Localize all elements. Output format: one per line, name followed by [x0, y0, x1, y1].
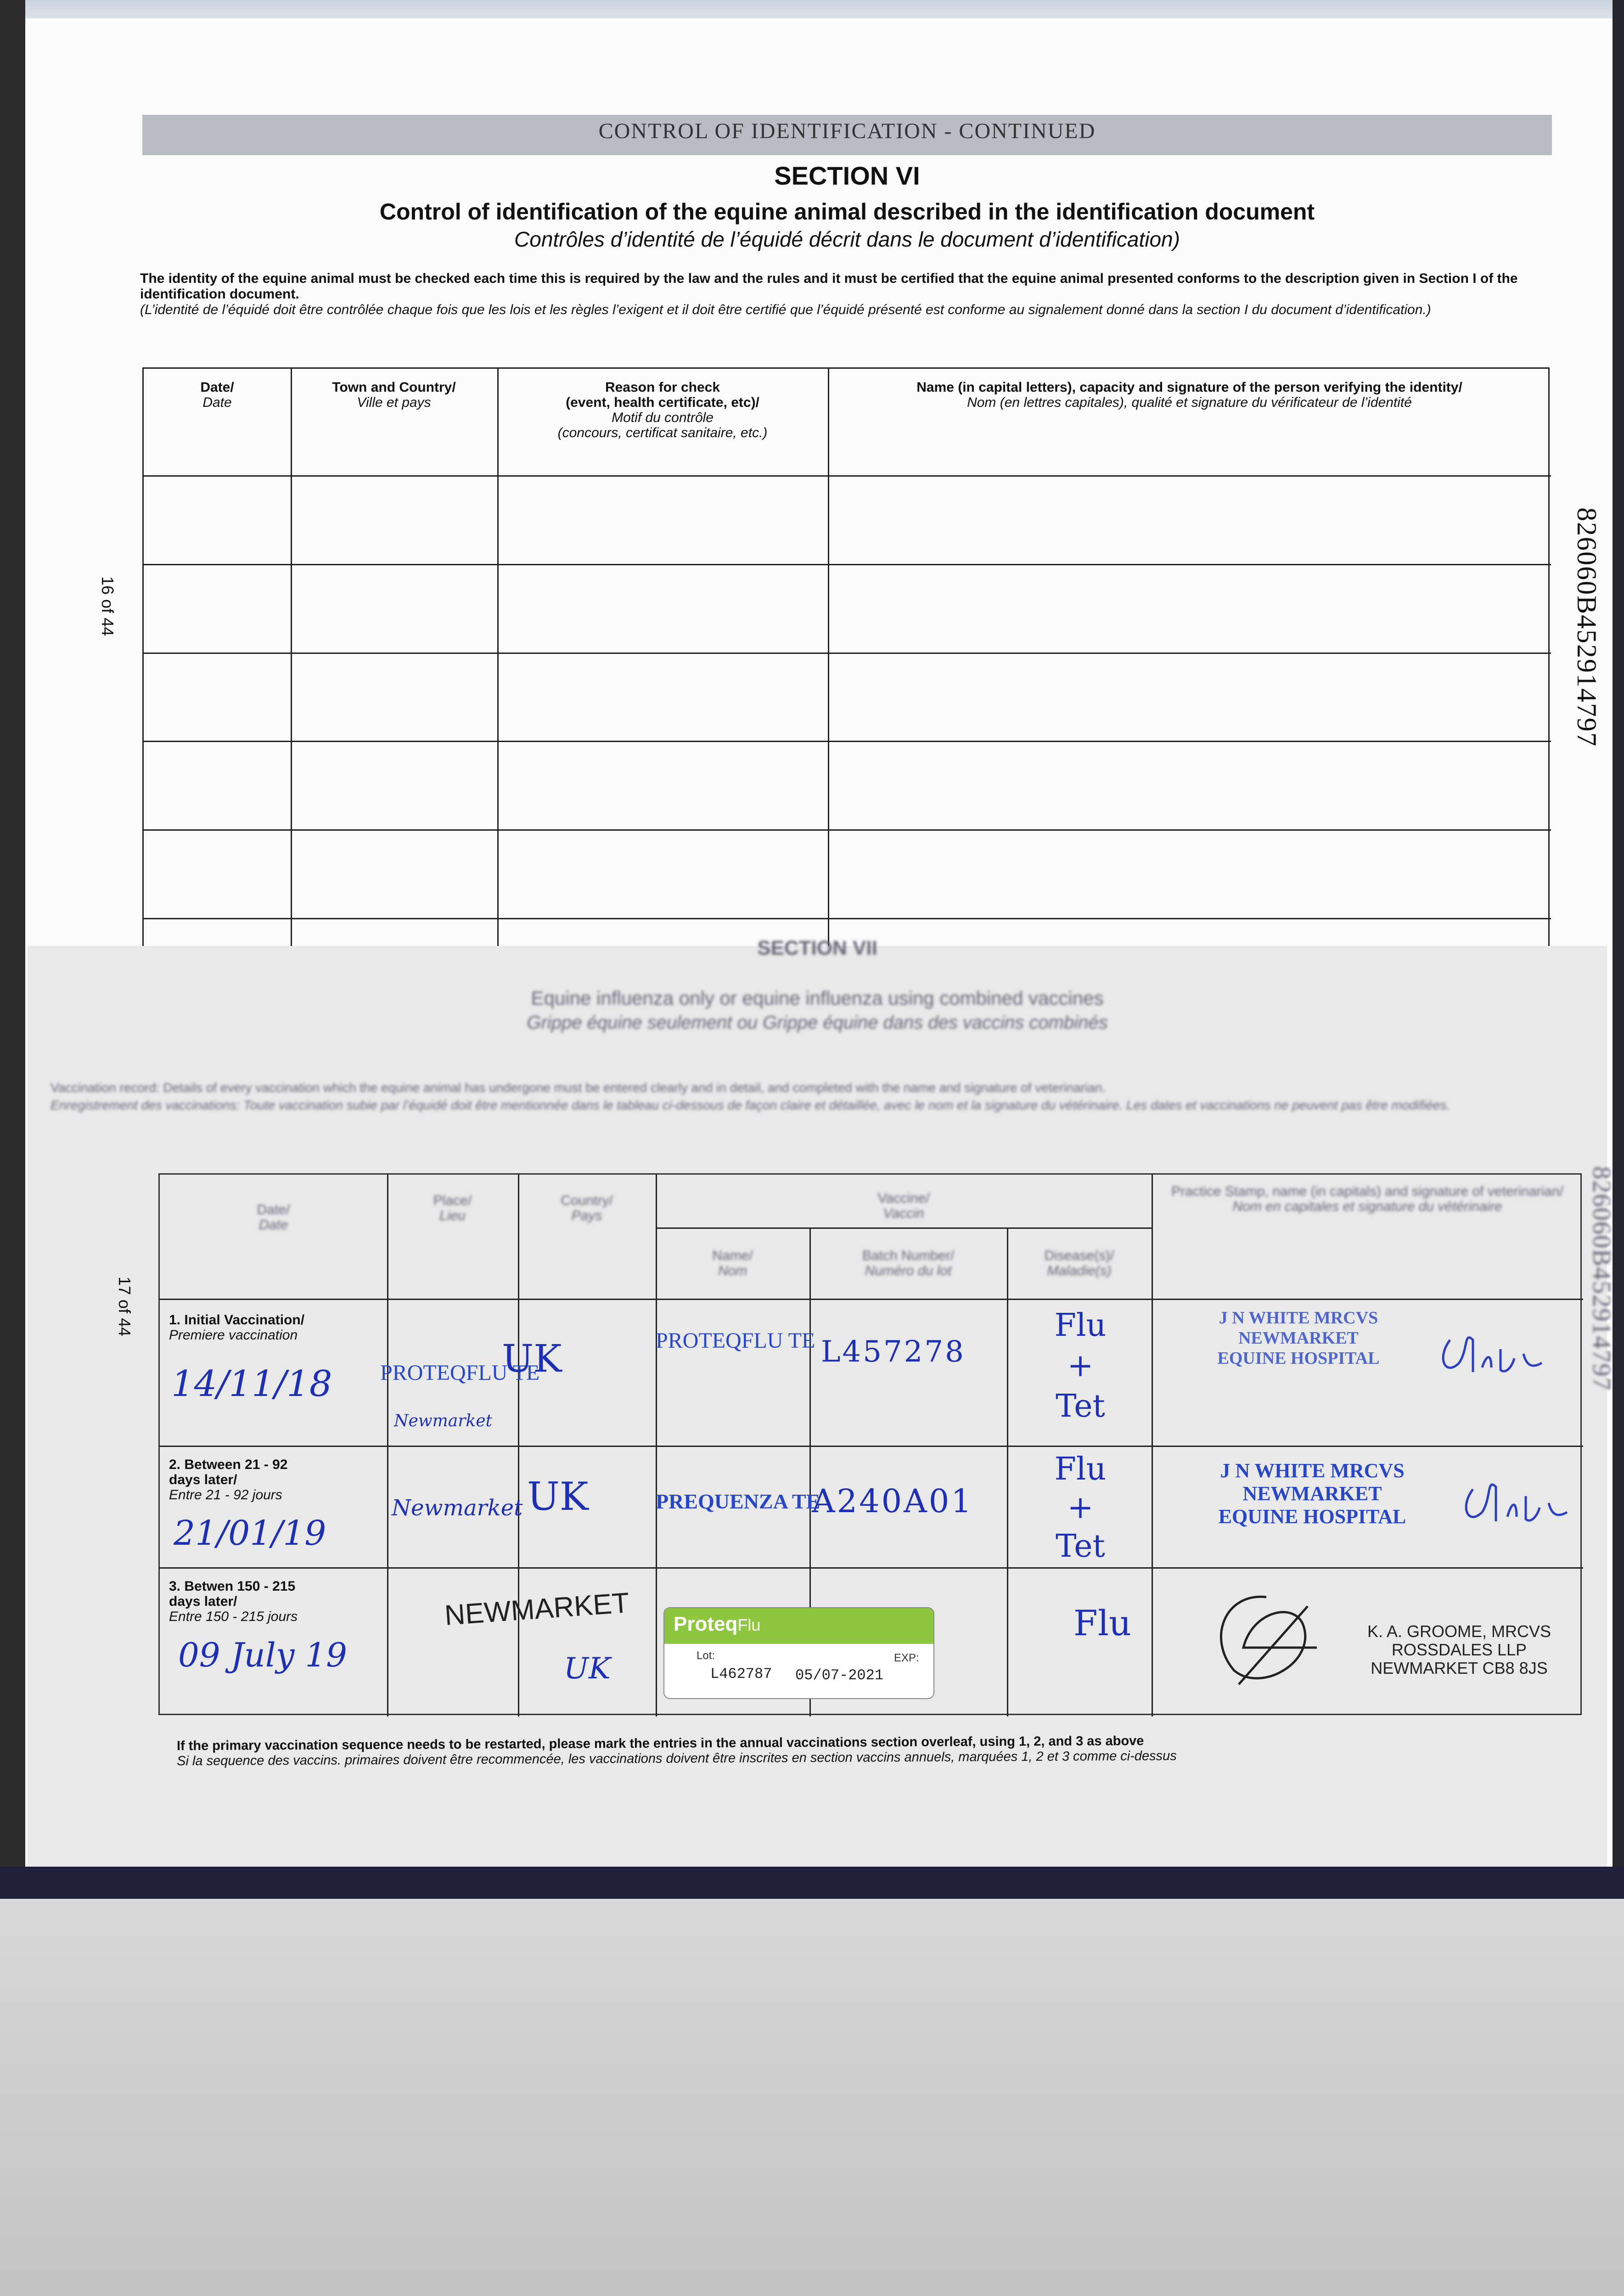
row1-vet-stamp: J N WHITE MRCVS NEWMARKET EQUINE HOSPITAL — [1217, 1308, 1380, 1368]
row1-vaccine-name: PROTEQFLU TE — [656, 1328, 815, 1353]
footnote: If the primary vaccination sequence needs to be restarted, please mark the entries in the annual vaccinations section overleaf, using 1, 2, and 3 as above Si la sequence des vaccins. primaires doivent être recommencée, les vaccinations doivent être inscrites en section vaccins annuels, marquées 1, 2 et 3 comme ci-dessus — [176, 1733, 1177, 1769]
row3-country: UK — [564, 1652, 611, 1686]
row-divider — [144, 741, 1551, 742]
col-divider — [497, 369, 499, 952]
row3-place-stamp: NEWMARKET — [444, 1587, 630, 1632]
row1-vet-signature — [1432, 1312, 1551, 1386]
row2-vet-signature — [1455, 1457, 1574, 1535]
row2-date: 21/01/19 — [174, 1514, 326, 1553]
sticker-lot-label: Lot: — [697, 1649, 715, 1662]
proteqflu-sticker — [663, 1607, 934, 1699]
row1-place-stamp: PROTEQFLU TE — [380, 1361, 540, 1385]
col-divider — [291, 369, 292, 952]
col-divider — [1007, 1227, 1008, 1716]
row1-label: 1. Initial Vaccination/ Premiere vaccination — [169, 1312, 305, 1343]
header-vaccine: Vaccine/ Vaccin — [877, 1191, 930, 1221]
row1-batch: L457278 — [821, 1335, 966, 1369]
row1-country: UK — [502, 1337, 562, 1381]
header-place: Place/ Lieu — [433, 1193, 472, 1223]
row3-label: 3. Betwen 150 - 215 days later/ Entre 150 - 215 jours — [169, 1579, 298, 1624]
row2-label: 2. Between 21 - 92 days later/ Entre 21 - 92 jours — [169, 1457, 288, 1503]
row-divider — [144, 564, 1551, 565]
row2-vaccine-name: PREQUENZA TE — [656, 1490, 820, 1513]
row3-vet-signature — [1197, 1579, 1335, 1703]
section-vi-intro — [140, 271, 1554, 318]
section-vi-title-fr: Contrôles d’identité de l’équidé décrit dans le document d’identification) — [514, 227, 1180, 251]
header-verifier: Name (in capital letters), capacity and signature of the person verifying the identity/ Nom (en lettres capitales), qualité et signature du vérificateur de l’identité — [916, 380, 1462, 410]
intro-en: The identity of the equine animal must be checked each time this is required by the law and the rules and it must be certified that the equine animal presented conforms to the description given in Section I of the identification document. — [140, 271, 1518, 302]
row3-disease: Flu — [1073, 1603, 1131, 1643]
row2-diseases: Flu + Tet — [1054, 1451, 1107, 1564]
intro-fr: Enregistrement des vaccinations: Toute vaccination subie par l’équidé doit être mentionnée dans le tableau ci-dessous de façon claire et détaillée, avec le nom et la signature du vétérinaire. Les dates et vaccinations ne peuvent pas être modifiées. — [51, 1098, 1450, 1112]
row1-date: 14/11/18 — [171, 1363, 332, 1405]
sticker-expiry: 05/07-2021 — [795, 1667, 884, 1684]
identity-check-table — [142, 367, 1550, 951]
page-number-17: 17 of 44 — [115, 1277, 134, 1337]
header-batch-number: Batch Number/ Numéro du lot — [862, 1248, 955, 1278]
row3-date: 09 July 19 — [178, 1636, 347, 1674]
passport-serial-lower: 826060B452914797 — [1587, 1166, 1616, 1391]
intro-fr: (L’identité de l’équidé doit être contrôlée chaque fois que les lois et les règles l’exigent et il doit être certifié que l’équidé présenté est conforme au signalement donné dans la section I du document d’identification.) — [140, 302, 1431, 317]
banner-title: CONTROL OF IDENTIFICATION - CONTINUED — [598, 119, 1096, 143]
header-diseases: Disease(s)/ Maladie(s) — [1044, 1248, 1114, 1278]
row-divider — [160, 1567, 1583, 1569]
row2-country: UK — [527, 1474, 589, 1519]
row-divider — [160, 1446, 1583, 1447]
passport-spine — [0, 0, 25, 1901]
row-divider — [144, 918, 1551, 919]
intro-en: Vaccination record: Details of every vaccination which the equine animal has undergone must be entered clearly and in detail, and completed with the name and signature of veterinarian. — [51, 1080, 1106, 1095]
section-vii-title-fr: Grippe équine seulement ou Grippe équine dans des vaccins combinés — [527, 1013, 1108, 1033]
row2-batch: A240A01 — [812, 1482, 973, 1520]
scan-right-edge — [1613, 0, 1624, 1883]
header-date: Date/ Date — [257, 1202, 290, 1232]
section-vii-heading: SECTION VII — [757, 937, 877, 959]
row-divider — [144, 829, 1551, 831]
row2-place: Newmarket — [392, 1495, 523, 1521]
row-divider — [160, 1299, 1583, 1300]
row-divider — [144, 653, 1551, 654]
header-vaccine-name: Name/ Nom — [712, 1248, 753, 1278]
sticker-brand: ProteqFlu — [674, 1613, 761, 1635]
sticker-lot-number: L462787 — [710, 1666, 772, 1683]
row1-diseases: Flu + Tet — [1054, 1307, 1107, 1424]
row-divider — [656, 1227, 1152, 1229]
passport-cover-edge — [0, 1867, 1624, 1899]
section-vii-title-en: Equine influenza only or equine influenza using combined vaccines — [531, 987, 1104, 1009]
row-divider — [144, 475, 1551, 477]
sticker-exp-label: EXP: — [894, 1652, 919, 1664]
passport-serial-upper: 826060B452914797 — [1572, 507, 1602, 748]
row1-place: Newmarket — [394, 1412, 493, 1430]
header-reason: Reason for check (event, health certificate, etc)/ Motif du contrôle (concours, certificat sanitaire, etc.) — [557, 380, 768, 440]
section-vii-intro — [51, 1079, 1589, 1114]
row3-vet-stamp: K. A. GROOME, MRCVS ROSSDALES LLP NEWMARKET CB8 8JS — [1367, 1622, 1551, 1677]
section-vi-heading: SECTION VI — [774, 161, 920, 190]
header-town-country: Town and Country/ Ville et pays — [332, 380, 456, 410]
col-divider — [828, 369, 829, 952]
header-date: Date/ Date — [200, 380, 234, 410]
scanner-background — [0, 1899, 1624, 2296]
section-vi-title-en: Control of identification of the equine animal described in the identification document — [379, 199, 1315, 225]
page-number-16: 16 of 44 — [98, 576, 117, 636]
header-vet-stamp: Practice Stamp, name (in capitals) and signature of veterinarian/ Nom en capitales et signature du vétérinaire — [1171, 1184, 1563, 1214]
row2-vet-stamp: J N WHITE MRCVS NEWMARKET EQUINE HOSPITAL — [1218, 1459, 1406, 1528]
header-country: Country/ Pays — [561, 1193, 613, 1223]
